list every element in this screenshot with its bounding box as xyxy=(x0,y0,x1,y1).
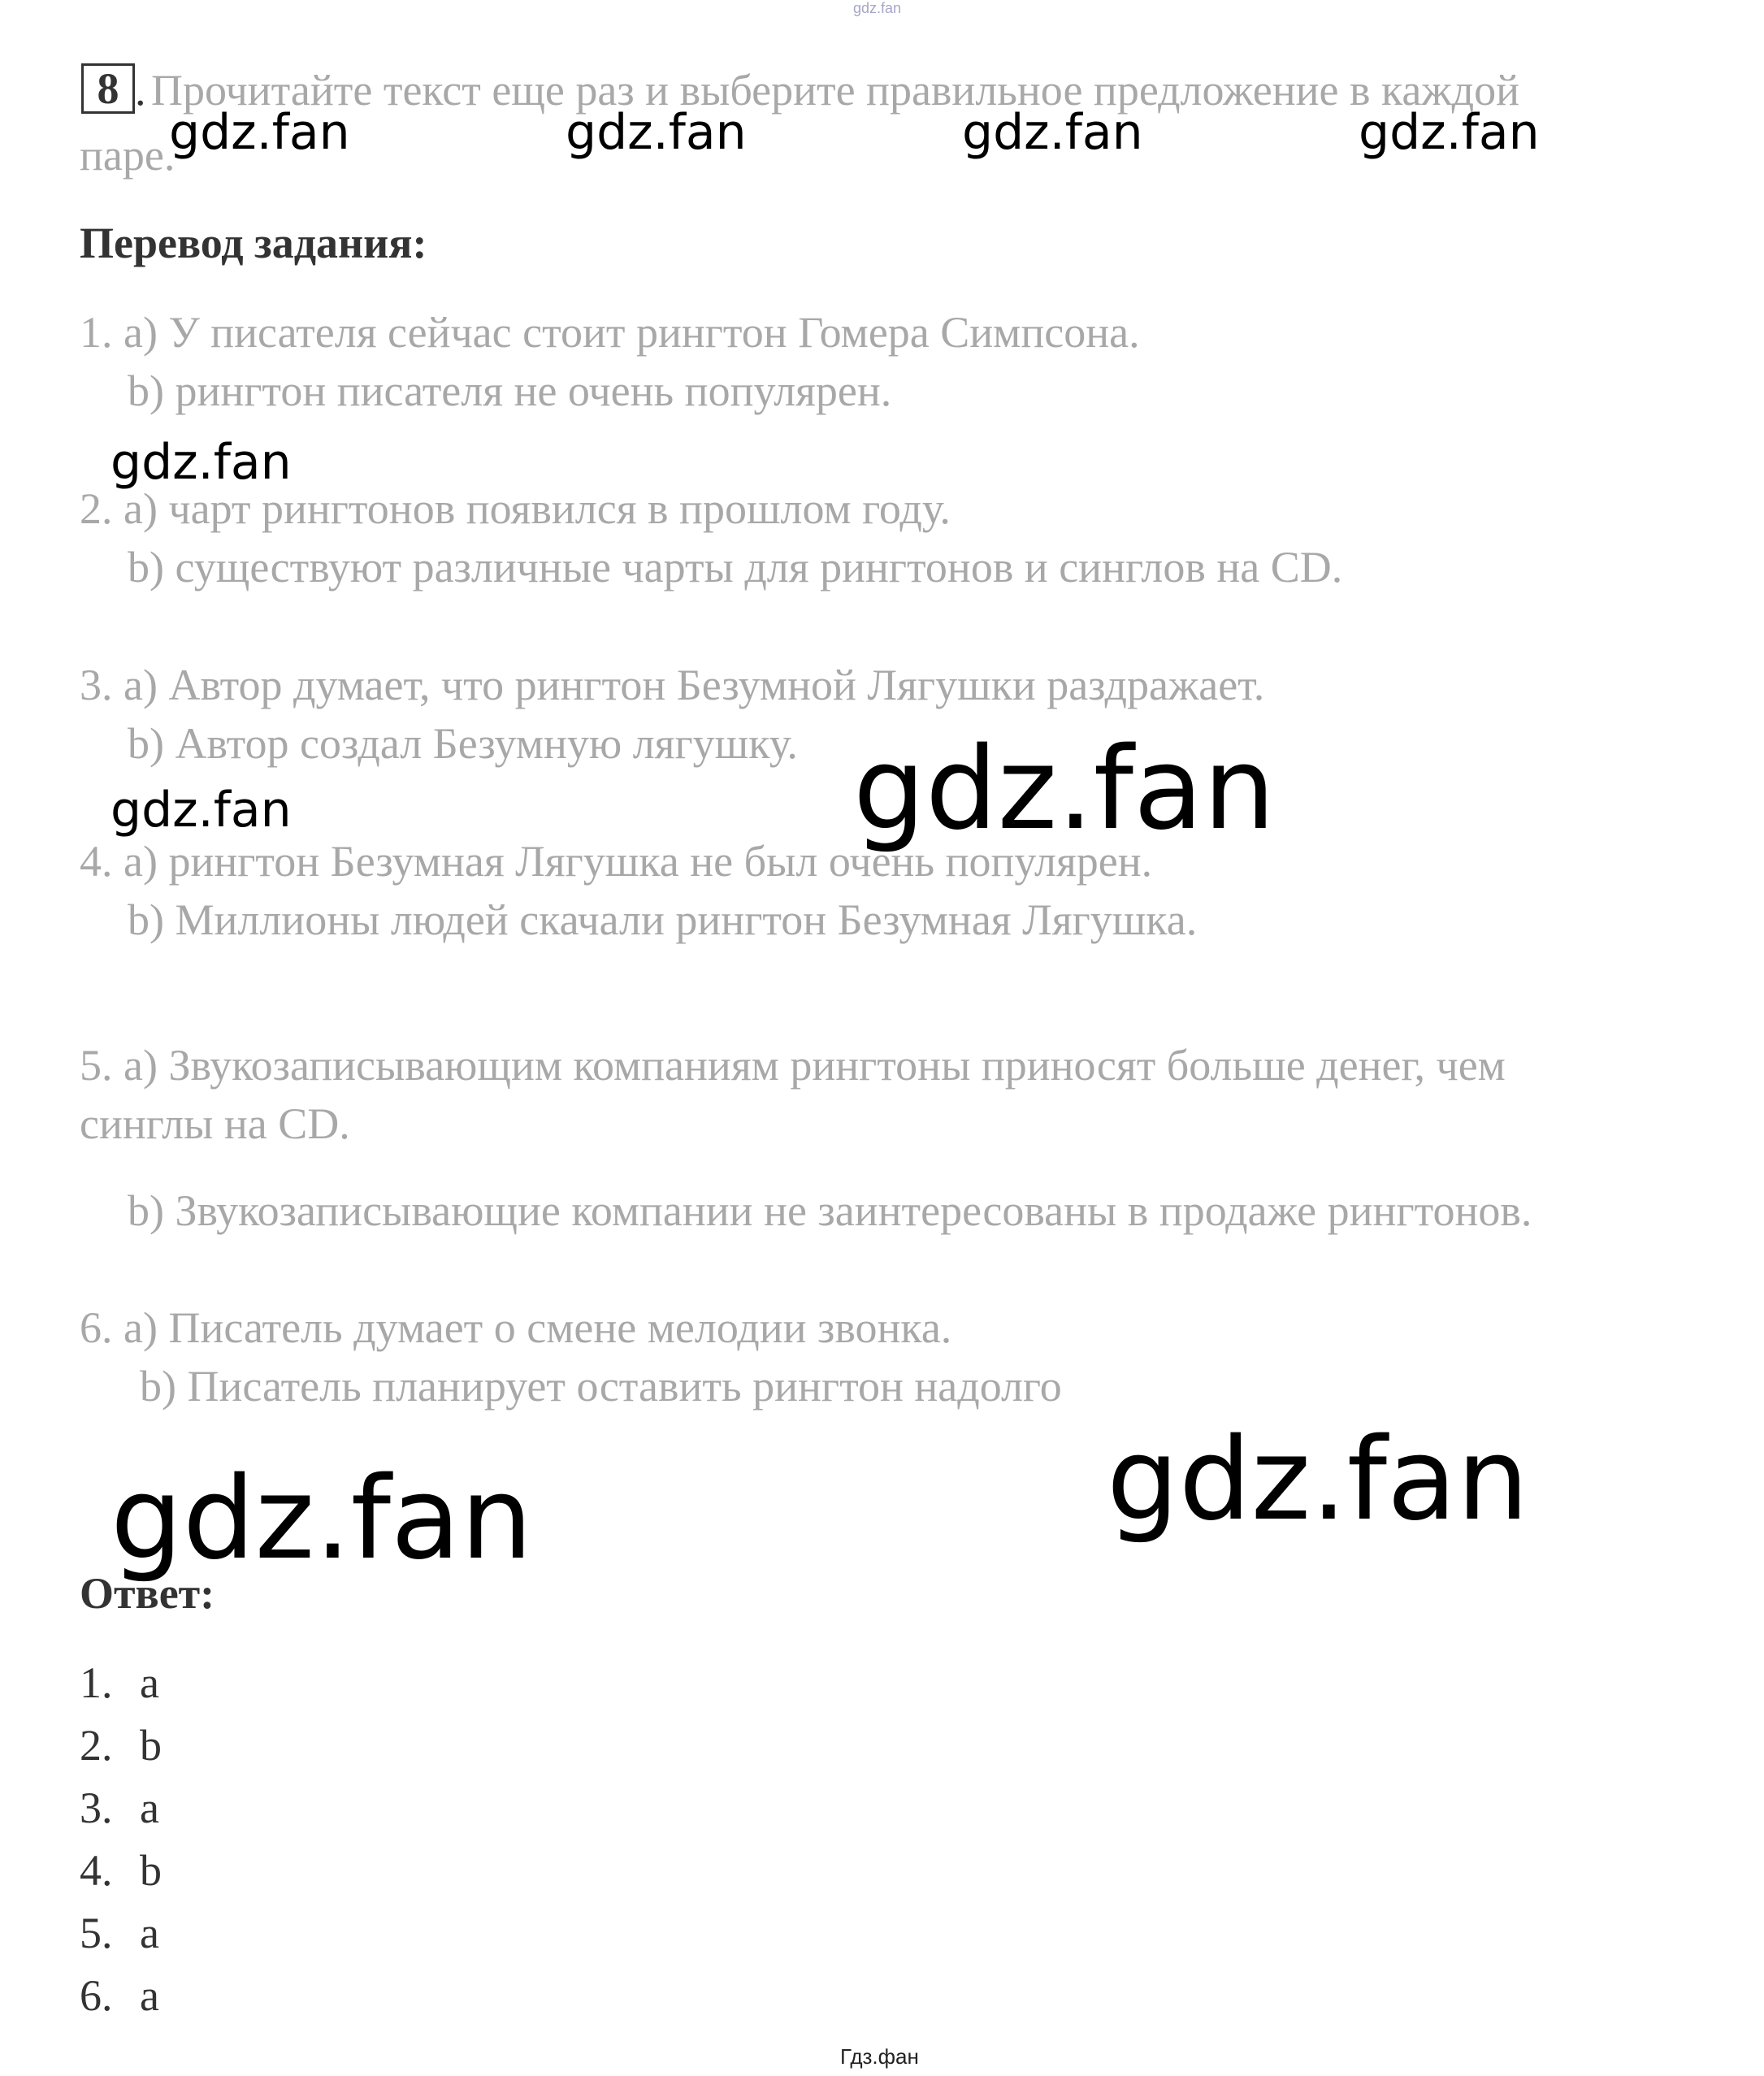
task-number-box: 8 xyxy=(81,63,135,114)
site-mark-footer: Гдз.фан xyxy=(840,2044,919,2069)
item-6-option-b: b) Писатель планирует оставить рингтон надолго xyxy=(140,1362,1062,1411)
item-1-option-b: b) рингтон писателя не очень популярен. xyxy=(128,366,892,415)
translation-heading: Перевод задания: xyxy=(80,219,427,267)
answer-heading: Ответ: xyxy=(80,1569,215,1618)
item-2-option-a: 2. a) чарт рингтонов появился в прошлом году. xyxy=(80,484,951,533)
item-2-option-b: b) существуют различные чарты для рингтонов и синглов на CD. xyxy=(128,543,1343,592)
item-1-option-a: 1. a) У писателя сейчас стоит рингтон Гомера Симпсона. xyxy=(80,308,1140,357)
answer-row-3-value: a xyxy=(140,1783,159,1832)
task-text-line-2: паре. xyxy=(80,131,176,180)
item-3-option-a: 3. a) Автор думает, что рингтон Безумной Лягушки раздражает. xyxy=(80,661,1265,709)
item-4-option-a: 4. a) рингтон Безумная Лягушка не был очень популярен. xyxy=(80,837,1153,886)
watermark: gdz.fan xyxy=(169,104,350,161)
site-mark-top: gdz.fan xyxy=(853,0,902,16)
answer-row-6-number: 6. xyxy=(80,1971,113,2020)
answer-row-6-value: a xyxy=(140,1971,159,2020)
item-5-option-a: 5. a) Звукозаписывающим компаниям рингтоны приносят больше денег, чем xyxy=(80,1041,1506,1090)
answer-row-4-value: b xyxy=(140,1846,162,1895)
answer-row-4-number: 4. xyxy=(80,1846,113,1895)
watermark: gdz.fan xyxy=(1107,1414,1529,1546)
answer-row-1-number: 1. xyxy=(80,1658,113,1707)
item-6-option-a: 6. a) Писатель думает о смене мелодии звонка. xyxy=(80,1303,952,1352)
watermark: gdz.fan xyxy=(111,434,292,491)
watermark: gdz.fan xyxy=(111,782,292,839)
watermark: gdz.fan xyxy=(1359,104,1540,161)
item-5-option-b: b) Звукозаписывающие компании не заинтересованы в продаже рингтонов. xyxy=(128,1186,1532,1235)
item-3-option-b: b) Автор создал Безумную лягушку. xyxy=(128,719,798,768)
watermark: gdz.fan xyxy=(962,104,1143,161)
watermark: gdz.fan xyxy=(111,1453,533,1585)
item-4-option-b: b) Миллионы людей скачали рингтон Безумная Лягушка. xyxy=(128,895,1198,944)
watermark: gdz.fan xyxy=(853,723,1276,856)
task-text-line-1: Прочитайте текст еще раз и выберите правильное предложение в каждой xyxy=(151,66,1520,115)
answer-row-2-number: 2. xyxy=(80,1721,113,1770)
answer-row-3-number: 3. xyxy=(80,1783,113,1832)
item-5-option-a-continued: синглы на CD. xyxy=(80,1099,350,1148)
task-number-dot: . xyxy=(135,66,146,115)
watermark: gdz.fan xyxy=(566,104,747,161)
answer-row-5-value: a xyxy=(140,1909,159,1957)
answer-row-1-value: a xyxy=(140,1658,159,1707)
answer-row-2-value: b xyxy=(140,1721,162,1770)
answer-row-5-number: 5. xyxy=(80,1909,113,1957)
